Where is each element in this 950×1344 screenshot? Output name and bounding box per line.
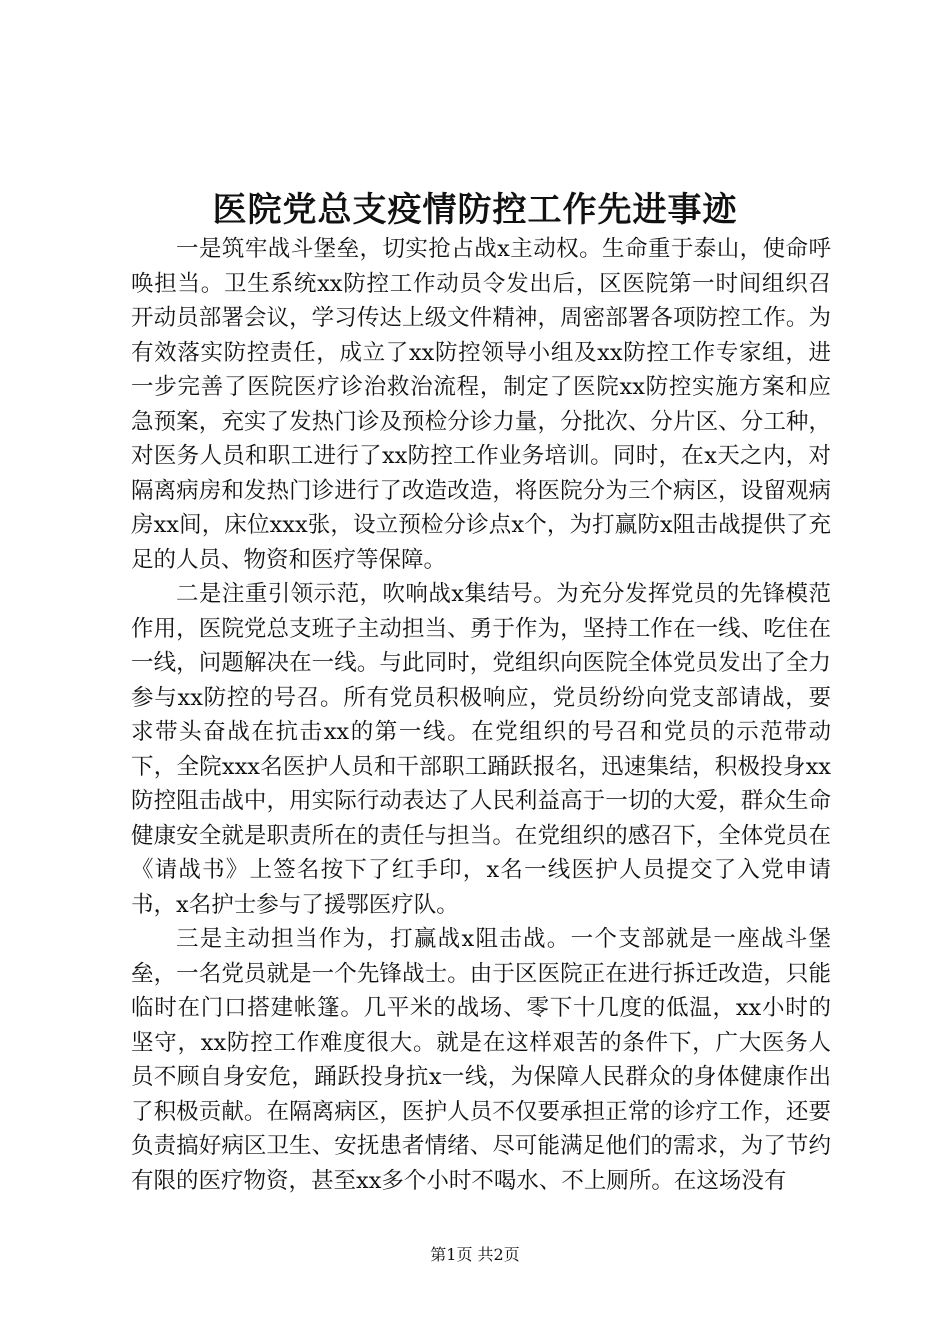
- paragraph-1: 一是筑牢战斗堡垒，切实抢占战x主动权。生命重于泰山，使命呼唤担当。卫生系统xx防控工作动员令发出后，区医院第一时间组织召开动员部署会议，学习传达上级文件精神，周密部署各项防控工作。为有效落实防控责任，成立了xx防控领导小组及xx防控工作专家组，进一步完善了医院医疗诊治救治流程，制定了医院xx防控实施方案和应急预案，充实了发热门诊及预检分诊力量，分批次、分片区、分工种，对医务人员和职工进行了xx防控工作业务培训。同时，在x天之内，对隔离病房和发热门诊进行了改造改造，将医院分为三个病区，设留观病房xx间，床位xxx张，设立预检分诊点x个，为打赢防x阻击战提供了充足的人员、物资和医疗等保障。: [131, 236, 831, 573]
- page-footer: 第1页 共2页: [430, 1245, 520, 1264]
- page-title: 医院党总支疫情防控工作先进事迹: [212, 190, 738, 230]
- paragraph-3: 三是主动担当作为，打赢战x阻击战。一个支部就是一座战斗堡垒，一名党员就是一个先锋战士。由于区医院正在进行拆迁改造，只能临时在门口搭建帐篷。几平米的战场、零下十几度的低温，xx小时的坚守，xx防控工作难度很大。就是在这样艰苦的条件下，广大医务人员不顾自身安危，踊跃投身抗x一线，为保障人民群众的身体健康作出了积极贡献。在隔离病区，医护人员不仅要承担正常的诊疗工作，还要负责搞好病区卫生、安抚患者情绪、尽可能满足他们的需求，为了节约有限的医疗物资，甚至xx多个小时不喝水、不上厕所。在这场没有: [131, 926, 831, 1194]
- document-body: [131, 232, 831, 1198]
- paragraph-2: 二是注重引领示范，吹响战x集结号。为充分发挥党员的先锋模范作用，医院党总支班子主动担当、勇于作为，坚持工作在一线、吃住在一线，问题解决在一线。与此同时，党组织向医院全体党员发出了全力参与xx防控的号召。所有党员积极响应，党员纷纷向党支部请战，要求带头奋战在抗击xx的第一线。在党组织的号召和党员的示范带动下，全院xxx名医护人员和干部职工踊跃报名，迅速集结，积极投身xx防控阻击战中，用实际行动表达了人民利益高于一切的大爱，群众生命健康安全就是职责所在的责任与担当。在党组织的感召下，全体党员在《请战书》上签名按下了红手印，x名一线医护人员提交了入党申请书，x名护士参与了援鄂医疗队。: [131, 581, 831, 918]
